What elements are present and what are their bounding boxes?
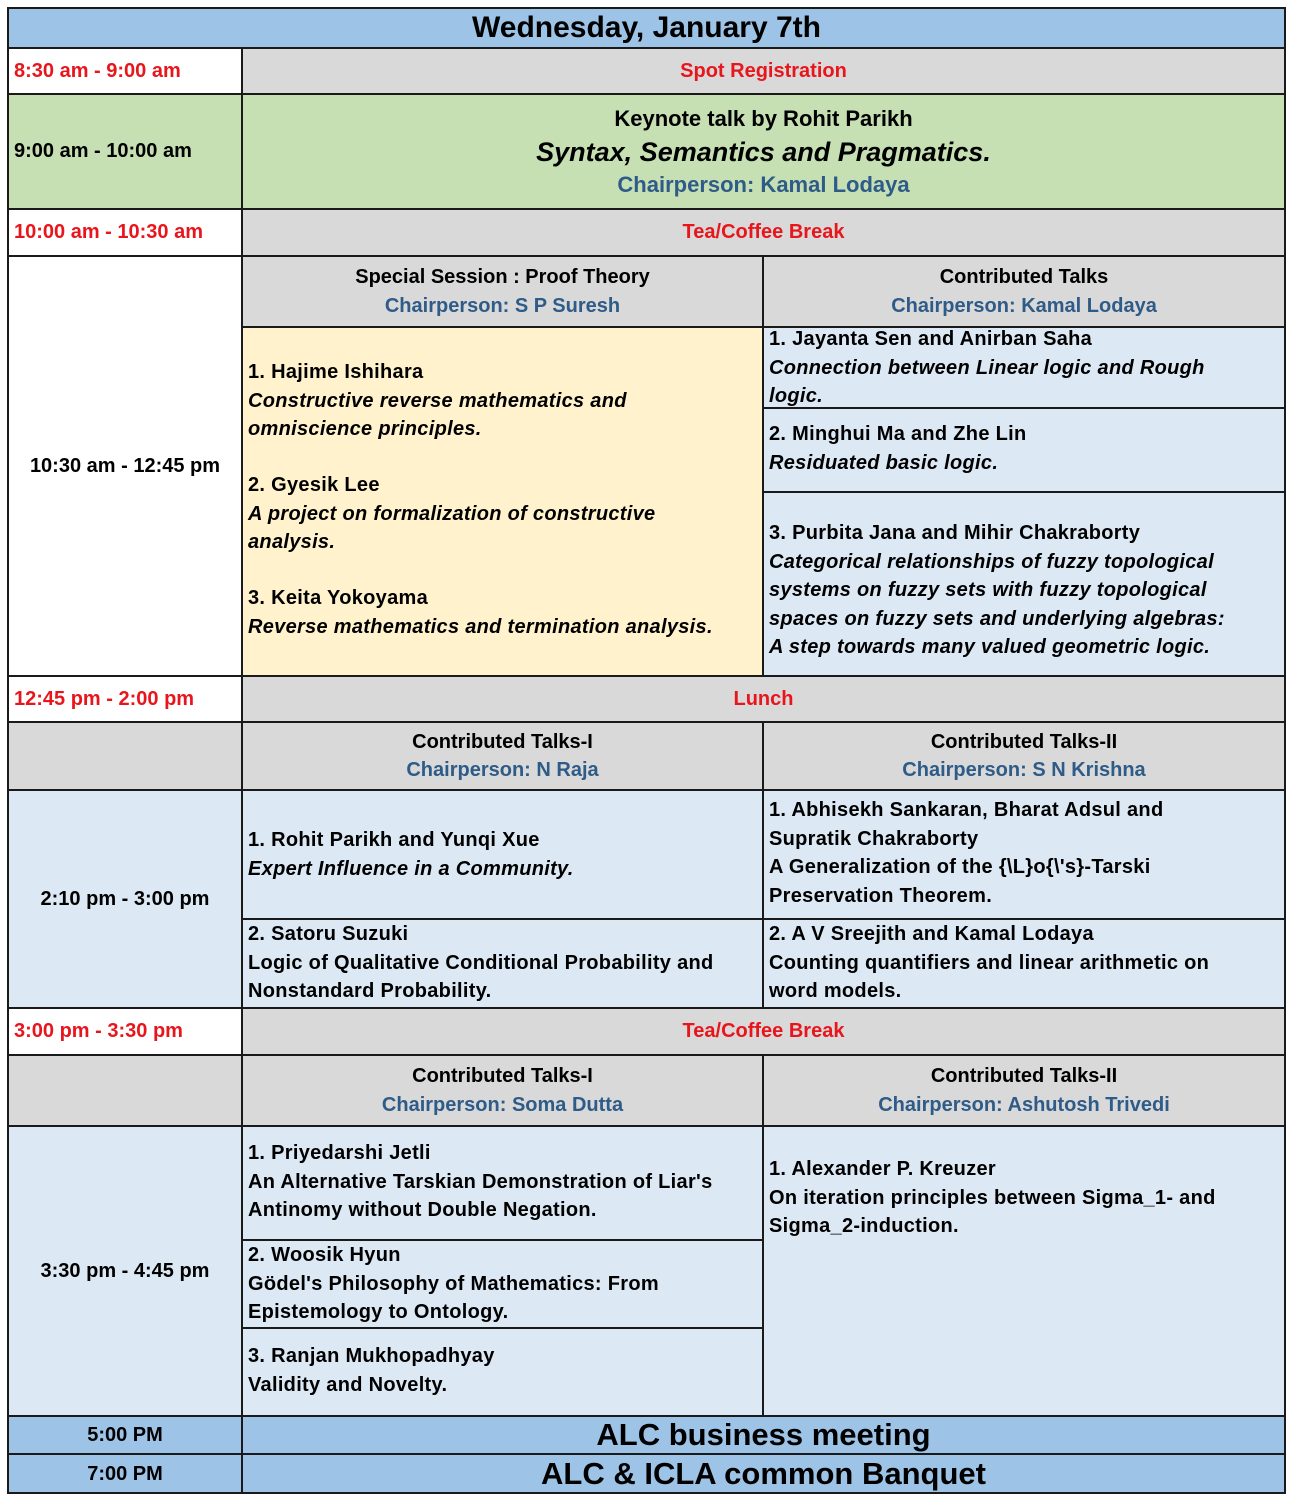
session3-left-header bbox=[242, 1055, 763, 1126]
session1-time-text: 10:30 am - 12:45 pm bbox=[29, 454, 221, 477]
session2-right-talk-1 bbox=[763, 790, 1285, 919]
break2-time bbox=[8, 1008, 242, 1055]
session2-left-talk-1 bbox=[242, 790, 763, 919]
talk-author: 2. Woosik Hyun bbox=[248, 1244, 401, 1266]
day-title-text: Wednesday, January 7th bbox=[471, 11, 821, 44]
talk-author: 1. Priyedarshi Jetli bbox=[248, 1142, 431, 1164]
talk-title-line: analysis. bbox=[248, 531, 336, 553]
talk-author: 2. Satoru Suzuki bbox=[248, 923, 409, 945]
talk-author: 3. Keita Yokoyama bbox=[248, 587, 429, 609]
session2-left-talk-2 bbox=[242, 920, 763, 1008]
talk-title-line: Counting quantifiers and linear arithmetic on bbox=[769, 951, 1210, 974]
session1-right-talk-1 bbox=[763, 327, 1285, 408]
talk-title-line: spaces on fuzzy sets and underlying algebras: bbox=[769, 607, 1225, 630]
session2-left-header bbox=[242, 722, 763, 790]
session3-left-talk-3 bbox=[242, 1329, 763, 1416]
talk-title-line: Preservation Theorem. bbox=[769, 884, 993, 907]
business-time-text: 5:00 PM bbox=[87, 1423, 163, 1446]
talk-author: 2. A V Sreejith and Kamal Lodaya bbox=[769, 923, 1094, 945]
talk-title-line: On iteration principles between Sigma_1- and bbox=[769, 1186, 1216, 1209]
talk-author: 1. Rohit Parikh and Yunqi Xue bbox=[248, 829, 540, 851]
lunch-time-text: 12:45 pm - 2:00 pm bbox=[14, 687, 195, 710]
talk-author: 3. Ranjan Mukhopadhyay bbox=[248, 1345, 495, 1367]
lunch-cell bbox=[242, 676, 1285, 722]
break2-cell bbox=[242, 1008, 1285, 1055]
break2-time-text: 3:00 pm - 3:30 pm bbox=[14, 1020, 183, 1042]
business-cell bbox=[242, 1416, 1285, 1454]
session3-right-chair: Chairperson: Ashutosh Trivedi bbox=[878, 1093, 1170, 1116]
session2-right-talk-2 bbox=[763, 920, 1285, 1008]
talk-title-line: An Alternative Tarskian Demonstration of Liar's bbox=[248, 1170, 713, 1193]
session2-time bbox=[8, 790, 242, 1008]
banquet-time bbox=[8, 1455, 242, 1493]
talk-title-line: Logic of Qualitative Conditional Probability and bbox=[248, 951, 714, 974]
business-label: ALC business meeting bbox=[596, 1417, 931, 1452]
talk-title-line: Constructive reverse mathematics and bbox=[248, 389, 627, 412]
lunch-label: Lunch bbox=[733, 687, 794, 710]
lunch-time bbox=[8, 676, 242, 722]
talk-title-line: Validity and Novelty. bbox=[248, 1373, 448, 1396]
talk-author: 2. Gyesik Lee bbox=[248, 474, 380, 496]
keynote-title: Syntax, Semantics and Pragmatics. bbox=[536, 136, 991, 167]
talk-author: 1. Alexander P. Kreuzer bbox=[769, 1158, 997, 1180]
talk-title-line: Sigma_2-induction. bbox=[769, 1215, 959, 1237]
talk-item bbox=[248, 471, 759, 557]
session1-right-header-title: Contributed Talks bbox=[939, 265, 1109, 288]
talk-title-line: word models. bbox=[769, 980, 902, 1002]
banquet-time-text: 7:00 PM bbox=[87, 1462, 163, 1485]
session3-left-talk-1 bbox=[242, 1127, 763, 1240]
session2-right-header bbox=[763, 722, 1285, 790]
business-time bbox=[8, 1416, 242, 1454]
talk-title-line: A project on formalization of constructive bbox=[248, 502, 656, 525]
talk-title-line: Antinomy without Double Negation. bbox=[248, 1199, 597, 1221]
keynote-time-text: 9:00 am - 10:00 am bbox=[14, 140, 192, 162]
talk-title-line: Connection between Linear logic and Rough bbox=[769, 356, 1205, 379]
session2-right-chair: Chairperson: S N Krishna bbox=[902, 759, 1146, 781]
talk-author: Supratik Chakraborty bbox=[769, 827, 979, 850]
keynote-speaker: Keynote talk by Rohit Parikh bbox=[614, 105, 913, 131]
keynote-cell bbox=[242, 94, 1285, 209]
talk-title-line: Expert Influence in a Community. bbox=[248, 857, 574, 880]
session1-time bbox=[8, 256, 242, 676]
session3-right-talk-1 bbox=[763, 1127, 1285, 1416]
session1-right-talk-2 bbox=[763, 409, 1285, 492]
day-title bbox=[8, 8, 1285, 48]
session1-left-header-title: Special Session : Proof Theory bbox=[355, 265, 650, 288]
break1-cell bbox=[242, 209, 1285, 256]
session2-right-header-title: Contributed Talks-II bbox=[930, 731, 1118, 753]
talk-title-line: Nonstandard Probability. bbox=[248, 980, 492, 1002]
break2-label: Tea/Coffee Break bbox=[682, 1020, 845, 1042]
session2-left-chair: Chairperson: N Raja bbox=[406, 759, 599, 781]
talk-title-line: Reverse mathematics and termination analysis. bbox=[248, 615, 713, 638]
break1-time bbox=[8, 209, 242, 256]
talk-author: 3. Purbita Jana and Mihir Chakraborty bbox=[769, 522, 1141, 544]
talk-title-line: Gödel's Philosophy of Mathematics: From bbox=[248, 1272, 659, 1295]
talk-title-line: systems on fuzzy sets with fuzzy topological bbox=[769, 579, 1207, 601]
keynote-chair: Chairperson: Kamal Lodaya bbox=[617, 171, 910, 197]
session3-time bbox=[8, 1126, 242, 1416]
talk-item bbox=[248, 584, 759, 641]
session3-left-talk-2 bbox=[242, 1241, 763, 1328]
session1-left-chair: Chairperson: S P Suresh bbox=[384, 294, 621, 317]
talk-author: 2. Minghui Ma and Zhe Lin bbox=[769, 423, 1027, 445]
talk-title-line: Categorical relationships of fuzzy topological bbox=[769, 550, 1214, 573]
session3-right-header bbox=[763, 1055, 1285, 1126]
talk-title-line: Residuated basic logic. bbox=[769, 451, 999, 474]
banquet-cell bbox=[242, 1455, 1285, 1493]
talk-title-line: Epistemology to Ontology. bbox=[248, 1301, 509, 1323]
talk-author: 1. Jayanta Sen and Anirban Saha bbox=[769, 328, 1093, 350]
session3-left-header-title: Contributed Talks-I bbox=[412, 1064, 593, 1087]
session2-time-text: 2:10 pm - 3:00 pm bbox=[40, 887, 210, 910]
session1-right-header bbox=[763, 256, 1285, 327]
talk-title-line: A Generalization of the {\L}o{\'s}-Tarski bbox=[769, 856, 1151, 878]
session1-left-header bbox=[242, 256, 763, 327]
session2-left-header-title: Contributed Talks-I bbox=[412, 731, 593, 753]
talk-title-line: logic. bbox=[769, 385, 824, 407]
break1-label: Tea/Coffee Break bbox=[682, 221, 845, 243]
talk-author: 1. Hajime Ishihara bbox=[248, 361, 424, 383]
registration-time bbox=[8, 48, 242, 94]
session3-right-header-title: Contributed Talks-II bbox=[930, 1064, 1118, 1087]
keynote-time bbox=[8, 94, 242, 209]
session3-time-text: 3:30 pm - 4:45 pm bbox=[40, 1259, 210, 1282]
registration-label: Spot Registration bbox=[680, 59, 847, 82]
talk-title-line: A step towards many valued geometric logic. bbox=[769, 636, 1211, 658]
banquet-label: ALC & ICLA common Banquet bbox=[541, 1456, 986, 1491]
talk-author: 1. Abhisekh Sankaran, Bharat Adsul and bbox=[769, 799, 1164, 821]
registration-time-text: 8:30 am - 9:00 am bbox=[14, 59, 181, 82]
talk-item bbox=[248, 358, 759, 444]
talk-title-line: omniscience principles. bbox=[248, 418, 482, 440]
break1-time-text: 10:00 am - 10:30 am bbox=[14, 221, 204, 243]
session1-right-chair: Chairperson: Kamal Lodaya bbox=[891, 294, 1157, 317]
session3-left-chair: Chairperson: Soma Dutta bbox=[381, 1093, 624, 1116]
registration-cell bbox=[242, 48, 1285, 94]
session1-right-talk-3 bbox=[763, 493, 1285, 676]
session1-left-talks bbox=[242, 327, 763, 676]
